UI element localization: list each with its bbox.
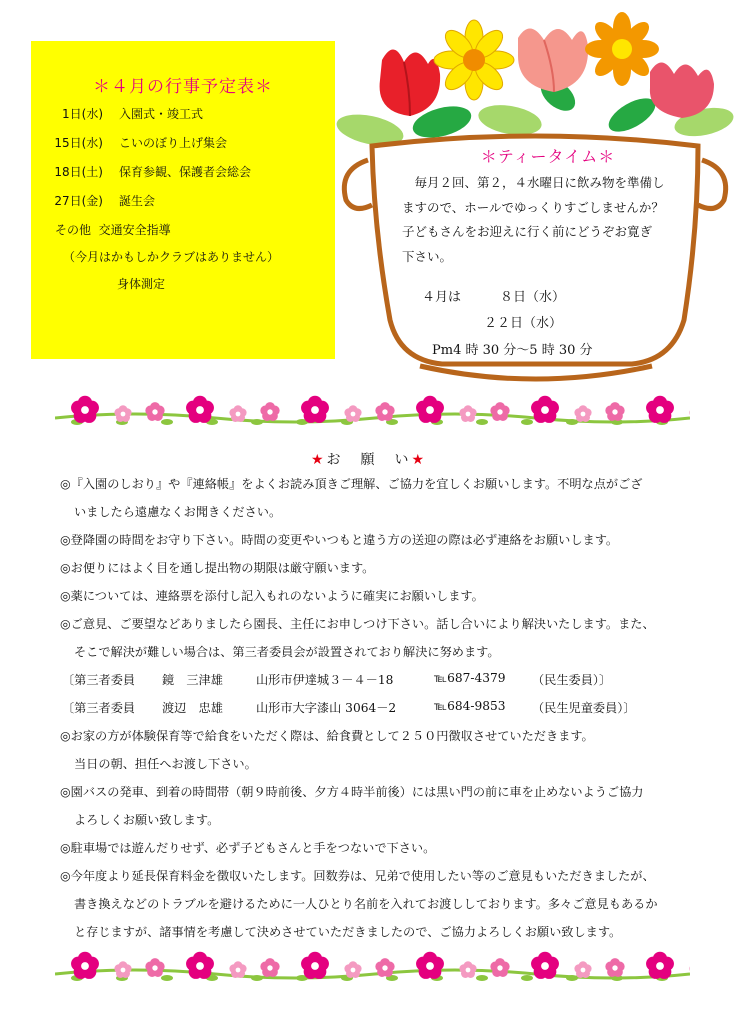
tea-line: 下さい。 (402, 248, 453, 264)
schedule-date: 27日(金) (54, 194, 103, 208)
flower-border-bottom (55, 948, 690, 988)
flower-icon (229, 405, 246, 422)
request-item: ◎『入園のしおり』や『連絡帳』をよくお読み頂きご理解、ご協力を宜しくお願いします。不明な点がござ (60, 477, 643, 491)
schedule-title: ＊４月の行事予定表＊ (93, 77, 273, 97)
request-item: ◎お家の方が体験保育等で給食をいただく際は、給食費として２５０円徴収させていただきます。 (60, 729, 594, 743)
leaf-icon (476, 975, 488, 981)
requests-title (0, 449, 738, 469)
red-tulip-icon (380, 49, 441, 116)
request-item: 当日の朝、担任へお渡し下さい。 (74, 757, 257, 771)
flower-icon (416, 952, 444, 979)
leaf-icon (566, 419, 578, 425)
request-item: と存じますが、諸事情を考慮して決めさせていただきましたので、ご協力よろしくお願い致します。 (74, 925, 622, 939)
leaf-icon (251, 975, 263, 981)
flower-icon (574, 961, 591, 978)
leaf-icon (521, 419, 533, 425)
flower-icon (605, 958, 624, 977)
schedule-other-label: その他 (55, 223, 92, 237)
tea-date-2: ２２日（水） (484, 316, 563, 331)
flower-icon (114, 961, 131, 978)
flower-icon (646, 396, 674, 423)
schedule-row (41, 192, 155, 209)
schedule-note: （今月はかもしかクラブはありません） (63, 250, 280, 264)
flower-icon (344, 961, 361, 978)
request-item: ◎ご意見、ご要望などありましたら園長、主任にお申しつけ下さい。話し合いにより解決いたします。また、 (60, 617, 655, 631)
flower-icon (459, 961, 476, 978)
tea-time-body (402, 171, 724, 269)
yellow-daisy-icon (434, 20, 514, 100)
schedule-row (41, 134, 227, 151)
flower-icon (186, 396, 214, 423)
flower-border-top (55, 392, 690, 432)
tea-time-range: Pm4 時 30 分～5 時 30 分 (432, 343, 593, 358)
schedule-event: こいのぼり上げ集会 (119, 136, 228, 150)
contact-name: 渡辺 忠雄 (162, 701, 223, 715)
flower-icon (344, 405, 361, 422)
request-item: よろしくお願い致します。 (74, 813, 220, 827)
schedule-other-row (55, 221, 171, 238)
request-item: ◎園バスの発車、到着の時間帯（朝９時前後、夕方４時半前後）には黒い門の前に車を止めないようご協力 (60, 785, 644, 799)
contact-name: 鏡 三津雄 (162, 673, 223, 687)
contact-address: 山形市大字漆山 3064－2 (256, 701, 397, 715)
flower-icon (71, 396, 99, 423)
flower-icon (646, 952, 674, 979)
flower-icon (229, 961, 246, 978)
requests-title-text: お 願 い (326, 452, 412, 468)
request-item: そこで解決が難しい場合は、第三者委員会が設置されており解決に努めます。 (74, 645, 500, 659)
flower-icon (375, 958, 394, 977)
orange-flower-icon (585, 12, 659, 86)
tea-line: 子どもさんをお迎えに行く前にどうぞお寛ぎ (402, 224, 653, 239)
request-item: ◎お便りにはよく目を通し提出物の期限は厳守願います。 (60, 561, 375, 575)
flower-icon (145, 958, 164, 977)
flower-icon (260, 958, 279, 977)
schedule-date: 18日(土) (54, 165, 103, 179)
flower-icon (459, 405, 476, 422)
tea-date-1: ８日（水） (500, 290, 566, 305)
flower-icon (490, 402, 509, 421)
contact-tel: ℡687-4379 (434, 671, 506, 685)
contact-title: （民生委員）〕 (532, 673, 612, 687)
flower-icon (574, 405, 591, 422)
tea-line: 毎月２回、第２，４水曜日に飲み物を準備し (402, 175, 665, 190)
request-item: いましたら遠慮なくお聞きください。 (74, 505, 282, 519)
leaf-icon (161, 419, 173, 425)
flower-icon (114, 405, 131, 422)
flower-icon (301, 396, 329, 423)
leaf-icon (476, 419, 488, 425)
tea-month-label: ４月は (422, 290, 462, 305)
flower-icon (531, 952, 559, 979)
contact-title: （民生児童委員）〕 (532, 701, 636, 715)
flower-icon (186, 952, 214, 979)
flower-icon (301, 952, 329, 979)
request-item: ◎薬については、連絡票を添付し記入もれのないように確実にお願いします。 (60, 589, 484, 603)
contact-role: 〔第三者委員 (62, 673, 136, 687)
flower-icon (260, 402, 279, 421)
contact-address: 山形市伊達城３－４－18 (256, 673, 394, 687)
leaf-icon (161, 975, 173, 981)
star-icon: ★ (310, 452, 327, 468)
schedule-date: 1日(水) (62, 107, 103, 121)
schedule-row (41, 163, 251, 180)
schedule-other-event: 交通安全指導 (98, 223, 171, 237)
flower-icon (490, 958, 509, 977)
schedule-event: 入園式・竣工式 (119, 107, 204, 121)
tea-line: ますので、ホールでゆっくりすごしませんか？ (402, 199, 664, 215)
flower-icon (416, 396, 444, 423)
tea-time-title: ＊ティータイム＊ (480, 147, 616, 166)
leaf-icon (566, 975, 578, 981)
schedule-event: 誕生会 (119, 194, 156, 208)
schedule-date: 15日(水) (54, 136, 103, 150)
flower-icon (531, 396, 559, 423)
flower-icon (375, 402, 394, 421)
flower-icon (145, 402, 164, 421)
flower-icon (71, 952, 99, 979)
leaf-icon (251, 419, 263, 425)
star-icon: ★ (411, 452, 428, 468)
schedule-other-event-2: 身体測定 (117, 277, 166, 291)
request-item: ◎今年度より延長保育料金を徴収いたします。回数券は、兄弟で使用したい等のご意見もいただきましたが、 (60, 869, 655, 883)
contact-tel: ℡684-9853 (434, 699, 506, 713)
request-item: ◎駐車場では遊んだりせず、必ず子どもさんと手をつないで下さい。 (60, 841, 436, 855)
schedule-event: 保育参観、保護者会総会 (119, 165, 252, 179)
leaf-icon (521, 975, 533, 981)
flower-icon (605, 402, 624, 421)
request-item: ◎登降園の時間をお守り下さい。時間の変更やいつもと違う方の送迎の際は必ず連絡をお願いします。 (60, 533, 619, 547)
schedule-row (41, 105, 203, 122)
contact-role: 〔第三者委員 (62, 701, 136, 715)
request-item: 書き換えなどのトラブルを避けるために一人ひとり名前を入れてお渡ししております。多々ご意見もあるか (74, 897, 658, 911)
pink-tulip-icon (518, 28, 588, 92)
event-schedule-box (31, 41, 335, 359)
